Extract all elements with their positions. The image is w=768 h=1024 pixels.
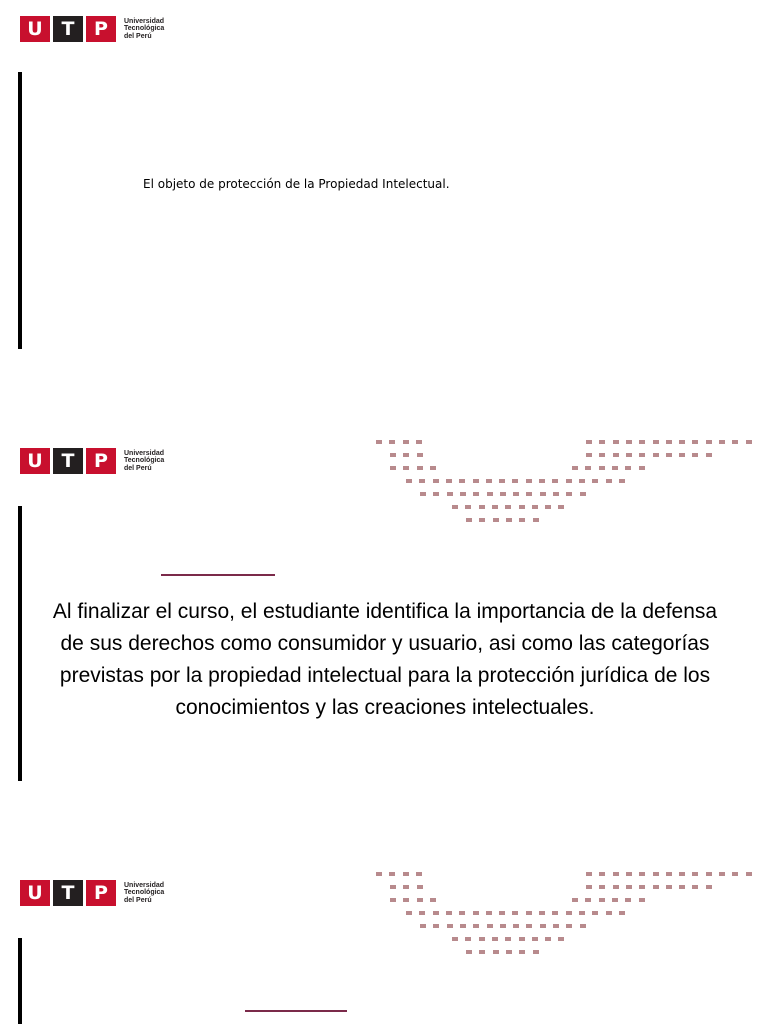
- pattern-dot: [419, 479, 425, 483]
- pattern-dot: [599, 885, 605, 889]
- pattern-dot: [692, 885, 698, 889]
- logo-line-3: del Perú: [124, 32, 152, 40]
- logo-line-2: Tecnológica: [124, 25, 165, 33]
- pattern-dot: [473, 479, 479, 483]
- pattern-dot: [526, 492, 532, 496]
- pattern-dot: [539, 911, 545, 915]
- pattern-dot: [417, 453, 423, 457]
- slide-3: [0, 862, 768, 1024]
- pattern-dot: [692, 440, 698, 444]
- pattern-dot: [580, 492, 586, 496]
- pattern-dot: [545, 505, 551, 509]
- pattern-dot: [552, 911, 558, 915]
- pattern-dot: [586, 885, 592, 889]
- pattern-dot: [606, 911, 612, 915]
- pattern-dot: [585, 466, 591, 470]
- pattern-dot: [666, 453, 672, 457]
- pattern-dot: [639, 440, 645, 444]
- pattern-dot: [526, 479, 532, 483]
- pattern-dot: [430, 898, 436, 902]
- pattern-dot: [613, 453, 619, 457]
- dot-pattern: [0, 862, 768, 962]
- pattern-dot: [500, 492, 506, 496]
- pattern-dot: [519, 505, 525, 509]
- pattern-dot: [403, 885, 409, 889]
- pattern-dot: [639, 898, 645, 902]
- pattern-dot: [376, 872, 382, 876]
- logo-letter-p: P: [86, 16, 116, 42]
- pattern-dot: [433, 924, 439, 928]
- pattern-dot: [460, 492, 466, 496]
- pattern-dot: [390, 885, 396, 889]
- pattern-dot: [526, 924, 532, 928]
- pattern-dot: [619, 479, 625, 483]
- pattern-dot: [479, 937, 485, 941]
- pattern-dot: [639, 885, 645, 889]
- slide-2: [0, 430, 768, 800]
- pattern-dot: [459, 911, 465, 915]
- pattern-dot: [519, 937, 525, 941]
- pattern-dot: [612, 898, 618, 902]
- logo-letter-u: U: [20, 16, 50, 42]
- pattern-dot: [406, 479, 412, 483]
- pattern-dot: [558, 505, 564, 509]
- pattern-dot: [679, 872, 685, 876]
- left-bar: [18, 72, 22, 349]
- logo-line-2: Tecnológica: [124, 889, 165, 897]
- pattern-dot: [719, 872, 725, 876]
- pattern-dot: [493, 950, 499, 954]
- pattern-dot: [505, 937, 511, 941]
- pattern-dot: [558, 937, 564, 941]
- pattern-dot: [430, 466, 436, 470]
- pattern-dot: [390, 453, 396, 457]
- pattern-dot: [732, 872, 738, 876]
- pattern-dot: [599, 466, 605, 470]
- pattern-dot: [452, 505, 458, 509]
- pattern-dot: [746, 872, 752, 876]
- pattern-dot: [666, 872, 672, 876]
- pattern-dot: [592, 479, 598, 483]
- pattern-dot: [473, 924, 479, 928]
- pattern-dot: [513, 924, 519, 928]
- pattern-dot: [403, 898, 409, 902]
- logo-line-1: Universidad: [124, 449, 165, 457]
- pattern-dot: [572, 466, 578, 470]
- pattern-dot: [566, 492, 572, 496]
- pattern-dot: [553, 924, 559, 928]
- pattern-dot: [612, 466, 618, 470]
- logo-letter-t: T: [53, 16, 83, 42]
- pattern-dot: [599, 453, 605, 457]
- pattern-dot: [417, 885, 423, 889]
- pattern-dot: [639, 466, 645, 470]
- pattern-dot: [585, 898, 591, 902]
- pattern-dot: [376, 440, 382, 444]
- utp-logo: [20, 16, 164, 42]
- slide-text: El objeto de protección de la Propiedad Intelectual.: [143, 177, 450, 191]
- pattern-dot: [505, 505, 511, 509]
- pattern-dot: [486, 479, 492, 483]
- pattern-dot: [479, 950, 485, 954]
- pattern-dot: [532, 937, 538, 941]
- pattern-dot: [666, 885, 672, 889]
- logo-line-1: Universidad: [124, 17, 165, 25]
- pattern-dot: [692, 453, 698, 457]
- pattern-dot: [479, 505, 485, 509]
- pattern-dot: [679, 885, 685, 889]
- pattern-dot: [473, 492, 479, 496]
- pattern-dot: [433, 492, 439, 496]
- pattern-dot: [492, 937, 498, 941]
- pattern-dot: [406, 911, 412, 915]
- pattern-dot: [487, 492, 493, 496]
- pattern-dot: [465, 937, 471, 941]
- pattern-dot: [492, 505, 498, 509]
- logo-letter-t: T: [53, 880, 83, 906]
- pattern-dot: [499, 911, 505, 915]
- pattern-dot: [732, 440, 738, 444]
- pattern-dot: [552, 479, 558, 483]
- pattern-dot: [416, 440, 422, 444]
- left-bar: [18, 938, 22, 1024]
- dot-pattern: [0, 430, 768, 530]
- pattern-dot: [746, 440, 752, 444]
- pattern-dot: [465, 505, 471, 509]
- pattern-dot: [579, 479, 585, 483]
- pattern-dot: [493, 518, 499, 522]
- pattern-dot: [653, 885, 659, 889]
- pattern-dot: [513, 492, 519, 496]
- logo-line-2: Tecnológica: [124, 457, 165, 465]
- pattern-dot: [706, 885, 712, 889]
- pattern-dot: [532, 505, 538, 509]
- pattern-dot: [533, 950, 539, 954]
- logo-line-3: del Perú: [124, 896, 152, 904]
- pattern-dot: [417, 898, 423, 902]
- pattern-dot: [599, 440, 605, 444]
- pattern-dot: [586, 872, 592, 876]
- pattern-dot: [420, 924, 426, 928]
- pattern-dot: [466, 518, 472, 522]
- pattern-dot: [679, 453, 685, 457]
- pattern-dot: [626, 885, 632, 889]
- slide-text: Al finalizar el curso, el estudiante identifica la importancia de la defensa de sus derechos como consumidor y usuario, asi como las categorías previstas por la propiedad intelectual para la protección jurídica de los conocimientos y las creaciones intelectuales.: [52, 600, 718, 719]
- pattern-dot: [706, 872, 712, 876]
- pattern-dot: [706, 440, 712, 444]
- pattern-dot: [460, 924, 466, 928]
- pattern-dot: [626, 872, 632, 876]
- logo-letter-p: P: [86, 880, 116, 906]
- pattern-dot: [403, 872, 409, 876]
- pattern-dot: [625, 466, 631, 470]
- pattern-dot: [566, 911, 572, 915]
- pattern-dot: [499, 479, 505, 483]
- logo-wordmark: [124, 18, 164, 41]
- pattern-dot: [433, 479, 439, 483]
- pattern-dot: [459, 479, 465, 483]
- pattern-dot: [653, 872, 659, 876]
- pattern-dot: [692, 872, 698, 876]
- pattern-dot: [679, 440, 685, 444]
- pattern-dot: [446, 479, 452, 483]
- pattern-dot: [533, 518, 539, 522]
- logo-letter-p: P: [86, 448, 116, 474]
- pattern-dot: [446, 911, 452, 915]
- pattern-dot: [416, 872, 422, 876]
- pattern-dot: [433, 911, 439, 915]
- pattern-dot: [599, 872, 605, 876]
- pattern-dot: [390, 466, 396, 470]
- pattern-dot: [403, 466, 409, 470]
- pattern-dot: [625, 898, 631, 902]
- left-bar: [18, 506, 22, 781]
- pattern-dot: [479, 518, 485, 522]
- pattern-dot: [553, 492, 559, 496]
- pattern-dot: [519, 950, 525, 954]
- pattern-dot: [545, 937, 551, 941]
- logo-letter-u: U: [20, 448, 50, 474]
- slide-1: [0, 0, 768, 360]
- pattern-dot: [639, 872, 645, 876]
- pattern-dot: [719, 440, 725, 444]
- accent-line: [161, 574, 275, 576]
- pattern-dot: [626, 440, 632, 444]
- pattern-dot: [592, 911, 598, 915]
- pattern-dot: [566, 924, 572, 928]
- pattern-dot: [466, 950, 472, 954]
- pattern-dot: [403, 453, 409, 457]
- pattern-dot: [579, 911, 585, 915]
- pattern-dot: [606, 479, 612, 483]
- pattern-dot: [586, 453, 592, 457]
- pattern-dot: [526, 911, 532, 915]
- pattern-dot: [653, 440, 659, 444]
- pattern-dot: [417, 466, 423, 470]
- pattern-dot: [486, 911, 492, 915]
- pattern-dot: [613, 440, 619, 444]
- pattern-dot: [447, 492, 453, 496]
- pattern-dot: [572, 898, 578, 902]
- accent-line: [245, 1010, 347, 1012]
- logo-line-3: del Perú: [124, 464, 152, 472]
- pattern-dot: [512, 911, 518, 915]
- pattern-dot: [506, 950, 512, 954]
- pattern-dot: [540, 924, 546, 928]
- pattern-dot: [599, 898, 605, 902]
- pattern-dot: [540, 492, 546, 496]
- pattern-dot: [613, 885, 619, 889]
- pattern-dot: [447, 924, 453, 928]
- pattern-dot: [566, 479, 572, 483]
- logo-line-1: Universidad: [124, 881, 165, 889]
- pattern-dot: [586, 440, 592, 444]
- pattern-dot: [619, 911, 625, 915]
- pattern-dot: [500, 924, 506, 928]
- pattern-dot: [403, 440, 409, 444]
- pattern-dot: [626, 453, 632, 457]
- logo-letter-t: T: [53, 448, 83, 474]
- pattern-dot: [580, 924, 586, 928]
- pattern-dot: [473, 911, 479, 915]
- pattern-dot: [419, 911, 425, 915]
- pattern-dot: [506, 518, 512, 522]
- pattern-dot: [452, 937, 458, 941]
- pattern-dot: [519, 518, 525, 522]
- pattern-dot: [666, 440, 672, 444]
- pattern-dot: [389, 872, 395, 876]
- pattern-dot: [389, 440, 395, 444]
- pattern-dot: [539, 479, 545, 483]
- pattern-dot: [639, 453, 645, 457]
- pattern-dot: [653, 453, 659, 457]
- logo-letter-u: U: [20, 880, 50, 906]
- pattern-dot: [420, 492, 426, 496]
- pattern-dot: [487, 924, 493, 928]
- pattern-dot: [613, 872, 619, 876]
- pattern-dot: [706, 453, 712, 457]
- pattern-dot: [512, 479, 518, 483]
- pattern-dot: [390, 898, 396, 902]
